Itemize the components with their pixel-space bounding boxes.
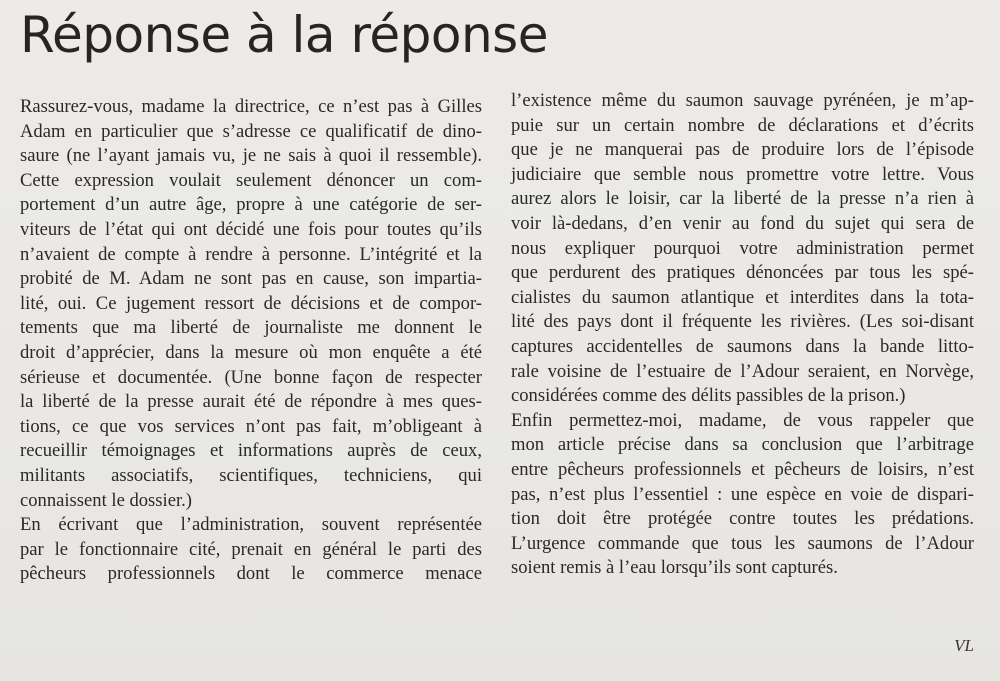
text-line: pêcheurs professionnels dont le commerce menace — [20, 563, 482, 585]
text-line: tions, ce que vos services n’ont pas fait, m’obligeant à — [20, 415, 482, 437]
text-line: aurez alors le loisir, car la liberté de la presse n’a rien à — [511, 188, 974, 210]
text-line: Rassurez-vous, madame la directrice, ce n’est pas à Gilles — [20, 96, 482, 117]
text-line: tements que ma liberté de journaliste me donnent le — [20, 317, 482, 339]
text-line: soient remis à l’eau lorsqu’ils sont capturés. — [511, 557, 838, 579]
text-line: Enfin permettez-moi, madame, de vous rappeler que — [511, 409, 974, 431]
left-column — [20, 95, 482, 587]
text-line: probité de M. Adam ne sont pas en cause, son impartia- — [20, 268, 482, 290]
text-line: entre pêcheurs professionnels et pêcheurs de loisirs, n’est — [511, 458, 974, 480]
article-title: Réponse à la réponse — [20, 6, 548, 64]
text-line: droit d’apprécier, dans la mesure où mon enquête a été — [20, 341, 482, 363]
text-line: la liberté de la presse aurait été de répondre à mes ques- — [20, 391, 482, 413]
text-line: captures accidentelles de saumons dans la bande litto- — [511, 335, 974, 357]
text-line: lité, oui. Ce jugement ressort de décisions et de compor- — [20, 292, 482, 314]
text-line: sérieuse et documentée. (Une bonne façon de respecter — [20, 366, 482, 388]
text-line: que perdurent des pratiques dénoncées par tous les spé- — [511, 262, 974, 284]
text-line: rale voisine de l’estuaire de l’Adour seraient, en Norvège, — [511, 360, 974, 382]
text-line: judiciaire que semble nous promettre votre lettre. Vous — [511, 163, 974, 185]
text-line: viteurs de l’état qui ont décidé une fois pour toutes qu’ils — [20, 218, 482, 240]
author-signature: VL — [954, 636, 974, 655]
text-line: n’avaient de compte à rendre à personne. L’intégrité et la — [20, 243, 482, 265]
text-line: nous expliquer pourquoi votre administration permet — [511, 237, 974, 259]
text-line: militants associatifs, scientifiques, techniciens, qui — [20, 464, 482, 486]
text-line: pas, n’est plus l’essentiel : une espèce en voie de dispari- — [511, 483, 974, 505]
text-line: Adam en particulier que s’adresse ce qualificatif de dino- — [20, 120, 482, 142]
text-line: Cette expression voulait seulement dénoncer un com- — [20, 169, 482, 191]
text-line: mon article précise dans sa conclusion que l’arbitrage — [511, 434, 974, 456]
text-line: que je ne manquerai pas de produire lors de l’épisode — [511, 139, 974, 161]
text-line: considérées comme des délits passibles de la prison.) — [511, 385, 906, 407]
text-line: tion doit être protégée contre toutes les prédations. — [511, 508, 974, 530]
text-line: saure (ne l’ayant jamais vu, je ne sais à quoi il ressemble). — [20, 145, 482, 167]
text-line: puie sur un certain nombre de déclarations et d’écrits — [511, 114, 974, 136]
right-column — [511, 89, 974, 581]
text-line: En écrivant que l’administration, souvent représentée — [20, 514, 482, 536]
text-line: l’existence même du saumon sauvage pyrénéen, je m’ap- — [511, 90, 974, 111]
text-line: L’urgence commande que tous les saumons de l’Adour — [511, 532, 974, 554]
text-line: connaissent le dossier.) — [20, 489, 192, 511]
text-line: par le fonctionnaire cité, prenait en général le parti des — [20, 538, 482, 560]
text-line: lité des pays dont il fréquente les rivières. (Les soi-disant — [511, 311, 974, 333]
text-line: recueillir témoignages et informations auprès de ceux, — [20, 440, 482, 462]
text-line: cialistes du saumon atlantique et interdites dans la tota- — [511, 286, 974, 308]
text-line: voir là-dedans, d’en venir au fond du sujet qui sera de — [511, 212, 974, 234]
text-line: portement d’un autre âge, propre à une catégorie de ser- — [20, 194, 482, 216]
